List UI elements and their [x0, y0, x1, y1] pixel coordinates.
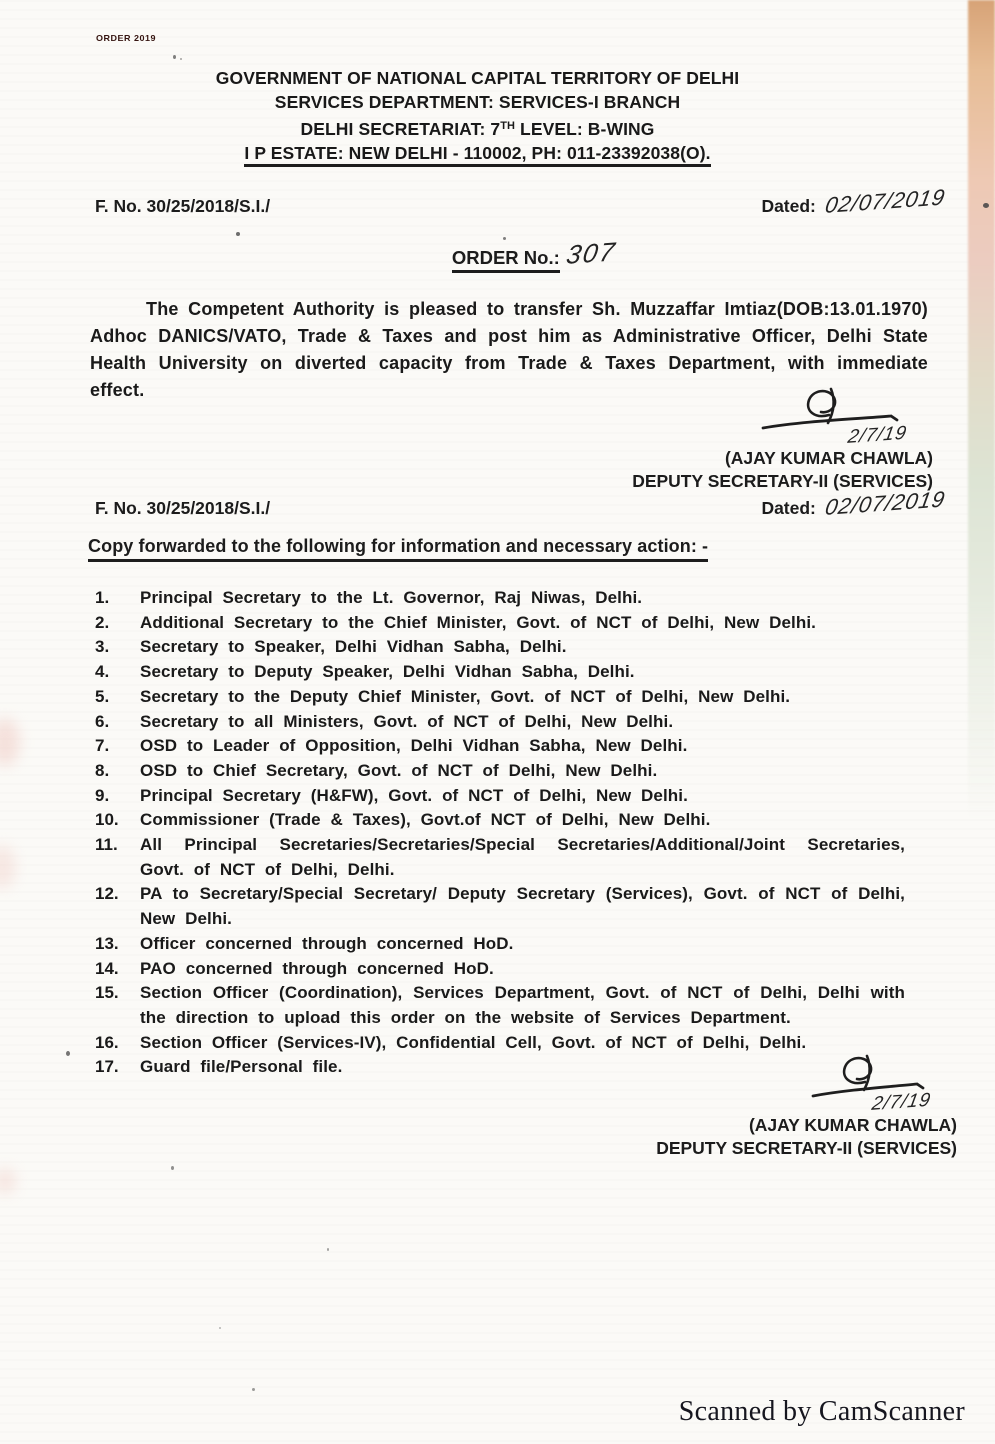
dated-label: Dated:	[761, 196, 816, 216]
camscanner-watermark: Scanned by CamScanner	[678, 1396, 965, 1427]
dated-field	[761, 486, 948, 521]
distribution-list-item	[95, 882, 905, 931]
handwritten-date: 02/07/2019	[823, 184, 948, 218]
scan-speck	[66, 1051, 70, 1056]
signature-block-bottom	[607, 1050, 957, 1160]
distribution-list-item	[95, 932, 905, 957]
dated-label: Dated:	[761, 498, 816, 518]
letterhead-line-secretariat: DELHI SECRETARIAT: 7TH LEVEL: B-WING	[300, 119, 655, 139]
letterhead-line-department: SERVICES DEPARTMENT: SERVICES-I BRANCH	[274, 92, 681, 112]
list-item-text: PA to Secretary/Special Secretary/ Deputy Secretary (Services), Govt. of NCT of Delhi, New Delhi.	[140, 884, 905, 929]
list-item-number: 4.	[95, 662, 110, 682]
list-item-text: Additional Secretary to the Chief Minister, Govt. of NCT of Delhi, New Delhi.	[140, 612, 816, 632]
letterhead	[0, 66, 955, 165]
distribution-list-item	[95, 685, 905, 710]
distribution-list-item	[95, 833, 905, 882]
list-item-number: 10.	[95, 810, 119, 830]
superscript-th: TH	[500, 120, 516, 132]
scan-smudge	[0, 1168, 16, 1194]
list-item-text: Secretary to all Ministers, Govt. of NCT of Delhi, New Delhi.	[140, 711, 674, 731]
list-item-number: 15.	[95, 983, 119, 1003]
list-item-text: All Principal Secretaries/Secretaries/Special Secretaries/Additional/Joint Secretaries, Govt. of NCT of Delhi, Delhi.	[140, 835, 905, 879]
scan-speck	[983, 203, 989, 208]
scan-smudge	[0, 718, 20, 766]
scan-page-edge	[968, 0, 995, 830]
list-item-text: Principal Secretary (H&FW), Govt. of NCT of Delhi, New Delhi.	[140, 785, 688, 805]
reference-row-bottom	[95, 486, 948, 521]
letterhead-line-address: I P ESTATE: NEW DELHI - 110002, PH: 011-23392038(O).	[0, 141, 955, 165]
signature-date: 2/7/19	[870, 1089, 933, 1115]
list-item-text: Officer concerned through concerned HoD.	[140, 933, 514, 953]
handwritten-date: 02/07/2019	[823, 486, 948, 520]
reference-row-top	[95, 184, 948, 219]
distribution-list-item	[95, 660, 905, 685]
distribution-list-item	[95, 710, 905, 735]
signature-scrawl	[593, 383, 933, 448]
scan-speck	[180, 58, 182, 60]
list-item-number: 11.	[95, 835, 118, 855]
distribution-list-item	[95, 808, 905, 833]
letterhead-line-government: GOVERNMENT OF NATIONAL CAPITAL TERRITORY OF DELHI	[215, 68, 740, 88]
distribution-list-item	[95, 586, 905, 611]
distribution-list-item	[95, 759, 905, 784]
list-item-text: OSD to Chief Secretary, Govt. of NCT of Delhi, New Delhi.	[140, 760, 658, 780]
list-item-text: Commissioner (Trade & Taxes), Govt.of NCT of Delhi, New Delhi.	[140, 810, 711, 830]
list-item-text: Guard file/Personal file.	[140, 1057, 343, 1077]
list-item-number: 9.	[95, 785, 110, 805]
signatory-name: (AJAY KUMAR CHAWLA)	[748, 1115, 957, 1135]
signature-block-top	[593, 383, 933, 493]
scan-speck	[236, 232, 240, 236]
list-item-text: Secretary to the Deputy Chief Minister, Govt. of NCT of Delhi, New Delhi.	[140, 686, 791, 706]
distribution-list	[95, 586, 905, 1080]
distribution-list-item	[95, 957, 905, 982]
scan-speck	[327, 1248, 329, 1251]
list-item-text: Section Officer (Coordination), Services Department, Govt. of NCT of Delhi, Delhi with the direction to upload this order on the website of Services Department.	[140, 983, 905, 1027]
distribution-list-item	[95, 981, 905, 1030]
scan-smudge	[0, 845, 16, 889]
distribution-list-item	[95, 784, 905, 809]
list-item-number: 1.	[95, 588, 110, 607]
signatory-name: (AJAY KUMAR CHAWLA)	[724, 448, 933, 468]
signatory-title: DEPUTY SECRETARY-II (SERVICES)	[656, 1138, 957, 1158]
list-item-number: 16.	[95, 1032, 119, 1052]
dated-field	[761, 184, 948, 219]
list-item-text: Secretary to Deputy Speaker, Delhi Vidhan Sabha, Delhi.	[140, 662, 635, 682]
list-item-text: OSD to Leader of Opposition, Delhi Vidhan Sabha, New Delhi.	[140, 736, 688, 756]
signatory-title: DEPUTY SECRETARY-II (SERVICES)	[632, 471, 933, 491]
list-item-text: Principal Secretary to the Lt. Governor, Raj Niwas, Delhi.	[140, 588, 643, 607]
list-item-number: 8.	[95, 760, 110, 780]
list-item-text: Section Officer (Services-IV), Confidential Cell, Govt. of NCT of Delhi, Delhi.	[140, 1032, 807, 1052]
signature-date: 2/7/19	[846, 422, 909, 448]
scan-speck	[171, 1166, 174, 1170]
distribution-list-item	[95, 611, 905, 636]
order-number-label: ORDER No.:	[452, 247, 560, 273]
file-number: F. No. 30/25/2018/S.I./	[95, 498, 271, 518]
scan-speck	[173, 55, 176, 59]
list-item-number: 13.	[95, 933, 119, 953]
list-item-number: 2.	[95, 612, 110, 632]
handwritten-order-number: 307	[563, 236, 619, 270]
scan-speck	[219, 1327, 221, 1329]
order-number-line	[0, 236, 995, 271]
order-body-paragraph: The Competent Authority is pleased to transfer Sh. Muzzaffar Imtiaz(DOB:13.01.1970) Adhoc DANICS/VATO, Trade & Taxes and post him as Administrative Officer, Delhi State Health University on diverted capacity from Trade & Taxes Department, with immediate effect.	[90, 299, 928, 400]
file-number: F. No. 30/25/2018/S.I./	[95, 196, 271, 216]
list-item-number: 5.	[95, 686, 110, 706]
distribution-list-item	[95, 635, 905, 660]
order-year-stamp: ORDER 2019	[96, 33, 157, 43]
list-item-text: PAO concerned through concerned HoD.	[140, 958, 494, 978]
distribution-list-item	[95, 734, 905, 759]
scan-speck	[252, 1388, 255, 1391]
list-item-number: 12.	[95, 884, 119, 904]
list-item-number: 6.	[95, 711, 110, 731]
list-item-number: 3.	[95, 637, 110, 657]
list-item-number: 17.	[95, 1057, 119, 1077]
signature-scrawl	[607, 1050, 957, 1115]
copy-forwarded-heading: Copy forwarded to the following for information and necessary action: -	[88, 536, 708, 557]
list-item-number: 14.	[95, 958, 119, 978]
list-item-text: Secretary to Speaker, Delhi Vidhan Sabha, Delhi.	[140, 637, 567, 657]
list-item-number: 7.	[95, 736, 110, 756]
